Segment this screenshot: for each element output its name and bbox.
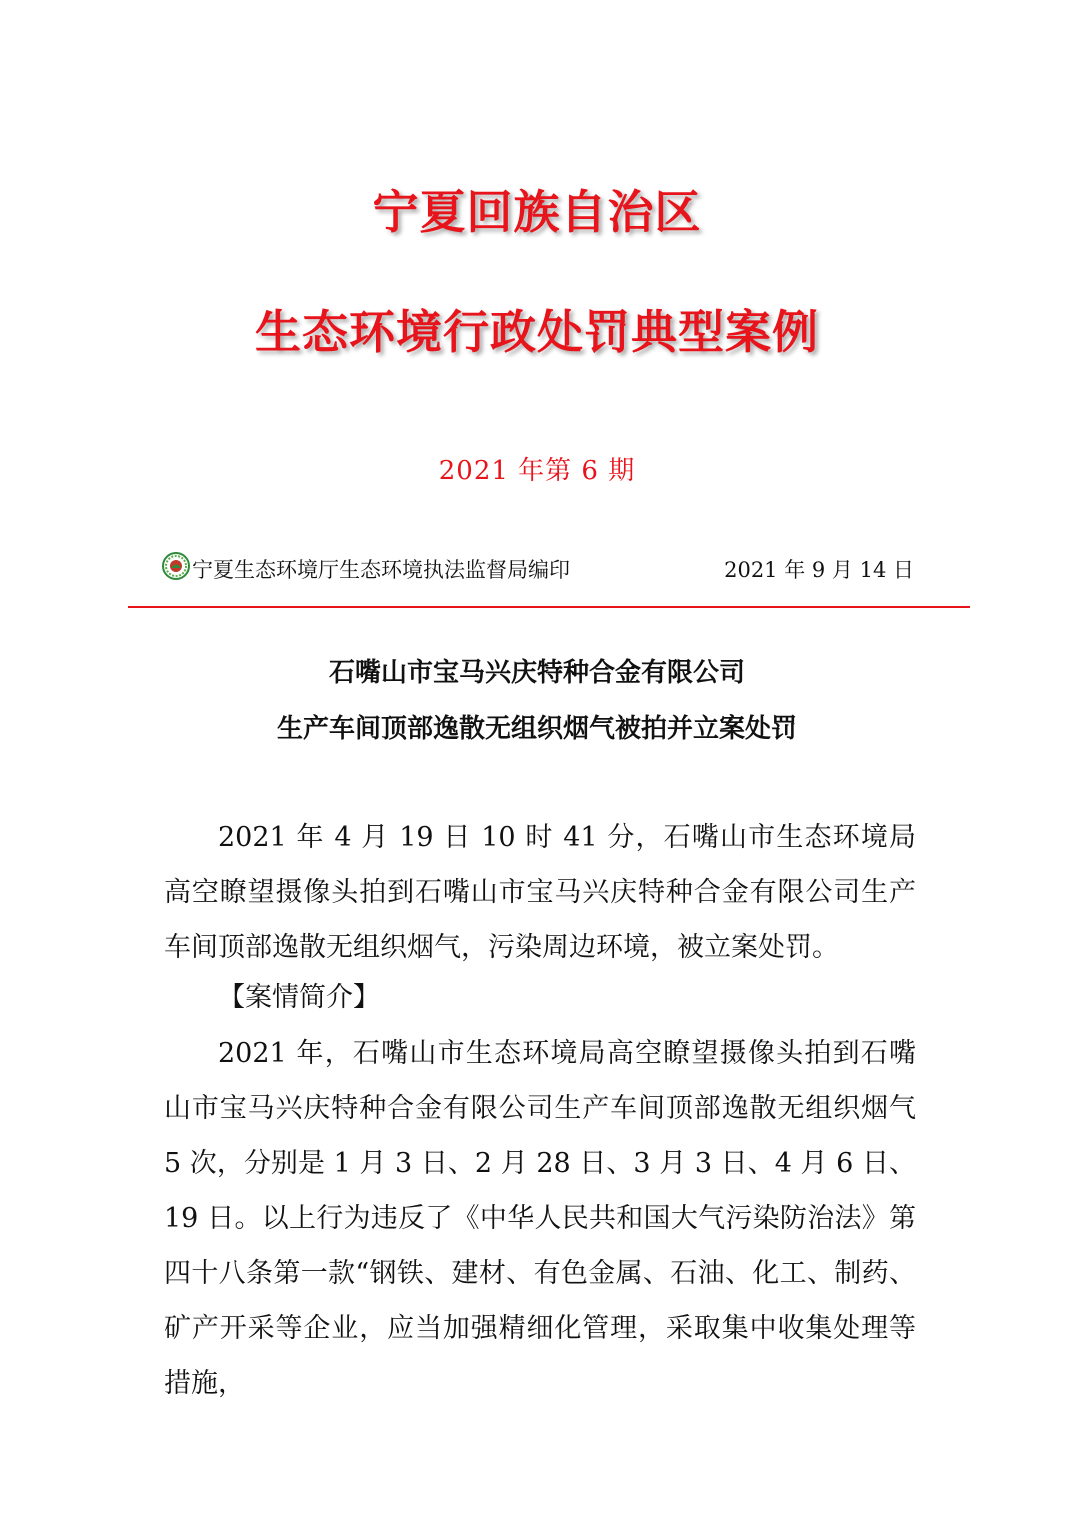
publisher-name: 宁夏生态环境厅生态环境执法监督局编印	[192, 558, 570, 582]
publisher-row	[162, 552, 914, 586]
publish-date: 2021 年 9 月 14 日	[724, 558, 914, 582]
document-title-line-1: 宁夏回族自治区	[372, 185, 702, 239]
case-title-line-2: 生产车间顶部逸散无组织烟气被拍并立案处罚	[276, 714, 797, 744]
green-emblem-icon	[162, 552, 190, 580]
case-summary-paragraph	[164, 810, 916, 975]
section-heading-block	[164, 970, 916, 1025]
case-summary-text: 2021 年 4 月 19 日 10 时 41 分，石嘴山市生态环境局高空瞭望摄像头拍到石嘴山市宝马兴庆特种合金有限公司生产车间顶部逸散无组织烟气，污染周边环境，被立案处罚。	[164, 822, 916, 963]
header-divider	[128, 606, 970, 608]
case-details-text: 2021 年，石嘴山市生态环境局高空瞭望摄像头拍到石嘴山市宝马兴庆特种合金有限公司生产车间顶部逸散无组织烟气 5 次，分别是 1 月 3 日、2 月 28 日、3 月 3 日、4 月 6 日、19 日。以上行为违反了《中华人民共和国大气污染防治法》第四十八条第一款“钢铁、建材、有色金属、石油、化工、制药、矿产开采等企业，应当加强精细化管理，采取集中收集处理等措施，	[164, 1038, 916, 1399]
case-title-line-1: 石嘴山市宝马兴庆特种合金有限公司	[328, 658, 745, 688]
section-heading: 【案情简介】	[218, 982, 380, 1013]
document-title-line-2: 生态环境行政处罚典型案例	[255, 305, 819, 359]
case-details-paragraph	[164, 1026, 916, 1411]
issue-number: 2021 年第 6 期	[438, 456, 636, 486]
